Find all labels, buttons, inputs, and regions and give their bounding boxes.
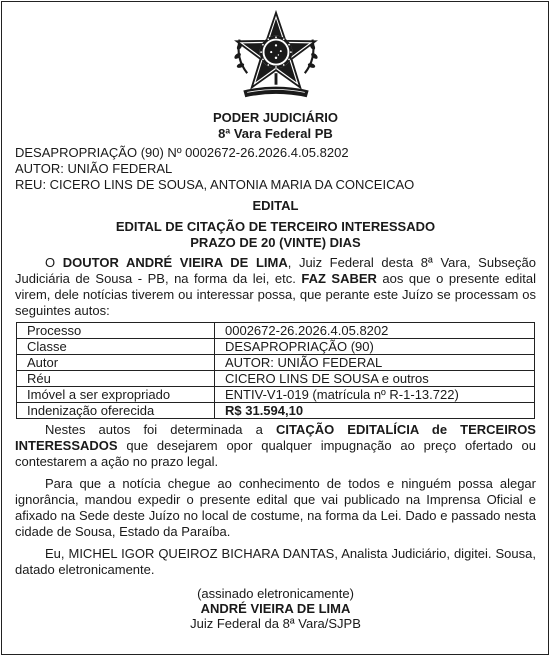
table-row <box>17 355 535 371</box>
table-value: R$ 31.594,10 <box>215 403 535 419</box>
faz-saber: FAZ SABER <box>301 271 377 286</box>
table-value: CICERO LINS DE SOUSA e outros <box>215 371 535 387</box>
table-label: Réu <box>17 371 215 387</box>
citation-bold: CITAÇÃO EDITALÍCIA de TERCEIROS INTERESSADOS <box>15 422 536 453</box>
case-author-line: AUTOR: UNIÃO FEDERAL <box>15 161 173 176</box>
signature-note: (assinado eletronicamente) <box>197 586 354 601</box>
table-row <box>17 323 535 339</box>
citation-paragraph <box>15 422 536 470</box>
table-label: Classe <box>17 339 215 355</box>
case-defendant-line: REU: CICERO LINS DE SOUSA, ANTONIA MARIA DA CONCEICAO <box>15 177 415 192</box>
intro-rest: aos que o presente edital virem, dele notícias tiverem ou interessar possa, que perante este Juízo se processam os seguintes autos: <box>15 271 537 318</box>
table-value: 0002672-26.2026.4.05.8202 <box>215 323 535 339</box>
table-label: Processo <box>17 323 215 339</box>
clerk-paragraph: Eu, MICHEL IGOR QUEIROZ BICHARA DANTAS, Analista Judiciário, digitei. Sousa, datado eletronicamente. <box>15 546 536 577</box>
intro-paragraph <box>15 255 536 319</box>
court-division: 8ª Vara Federal PB <box>218 126 333 141</box>
court-name: PODER JUDICIÁRIO <box>213 110 338 125</box>
table-row <box>17 403 535 419</box>
case-meta <box>15 145 536 193</box>
signer-name: ANDRÉ VIEIRA DE LIMA <box>200 601 351 616</box>
signature-block <box>15 586 536 631</box>
citation-rest: que desejarem opor qualquer impugnação ao preço ofertado ou contestarem a ação no prazo legal. <box>15 438 536 469</box>
citation-prefix: Nestes autos foi determinada a <box>45 422 276 437</box>
signer-role: Juiz Federal da 8ª Vara/SJPB <box>190 616 361 631</box>
table-label: Indenização oferecida <box>17 403 215 419</box>
document-subtitle <box>15 219 536 251</box>
table-label: Imóvel a ser expropriado <box>17 387 215 403</box>
edital-page <box>1 1 549 655</box>
table-row <box>17 339 535 355</box>
judge-name: DOUTOR ANDRÉ VIEIRA DE LIMA <box>62 255 288 270</box>
table-value: DESAPROPRIAÇÃO (90) <box>215 339 535 355</box>
table-label: Autor <box>17 355 215 371</box>
brazil-coat-of-arms-icon <box>228 6 324 102</box>
intro-middle: , Juiz Federal desta 8ª Vara, Subseção Judiciária de Sousa - PB, na forma da lei, etc. <box>15 255 536 286</box>
table-row <box>17 371 535 387</box>
table-value: AUTOR: UNIÃO FEDERAL <box>215 355 535 371</box>
publication-paragraph: Para que a notícia chegue ao conhecimento de todos e ninguém possa alegar ignorância, mandou expedir o presente edital que vai publicado na Imprensa Oficial e afixado na Sede deste Juízo no local de costume, na forma da Lei. Dado e passado nesta cidade de Sousa, Estado da Paraíba. <box>15 476 536 539</box>
document-title: EDITAL <box>252 198 299 213</box>
case-details-table <box>16 322 535 419</box>
intro-prefix: O <box>45 255 63 270</box>
subtitle-line-1: EDITAL DE CITAÇÃO DE TERCEIRO INTERESSADO <box>115 219 436 234</box>
subtitle-line-2: PRAZO DE 20 (VINTE) DIAS <box>190 235 361 250</box>
case-number-line: DESAPROPRIAÇÃO (90) Nº 0002672-26.2026.4.05.8202 <box>15 145 349 160</box>
table-row <box>17 387 535 403</box>
table-value: ENTIV-V1-019 (matrícula nº R-1-13.722) <box>215 387 535 403</box>
